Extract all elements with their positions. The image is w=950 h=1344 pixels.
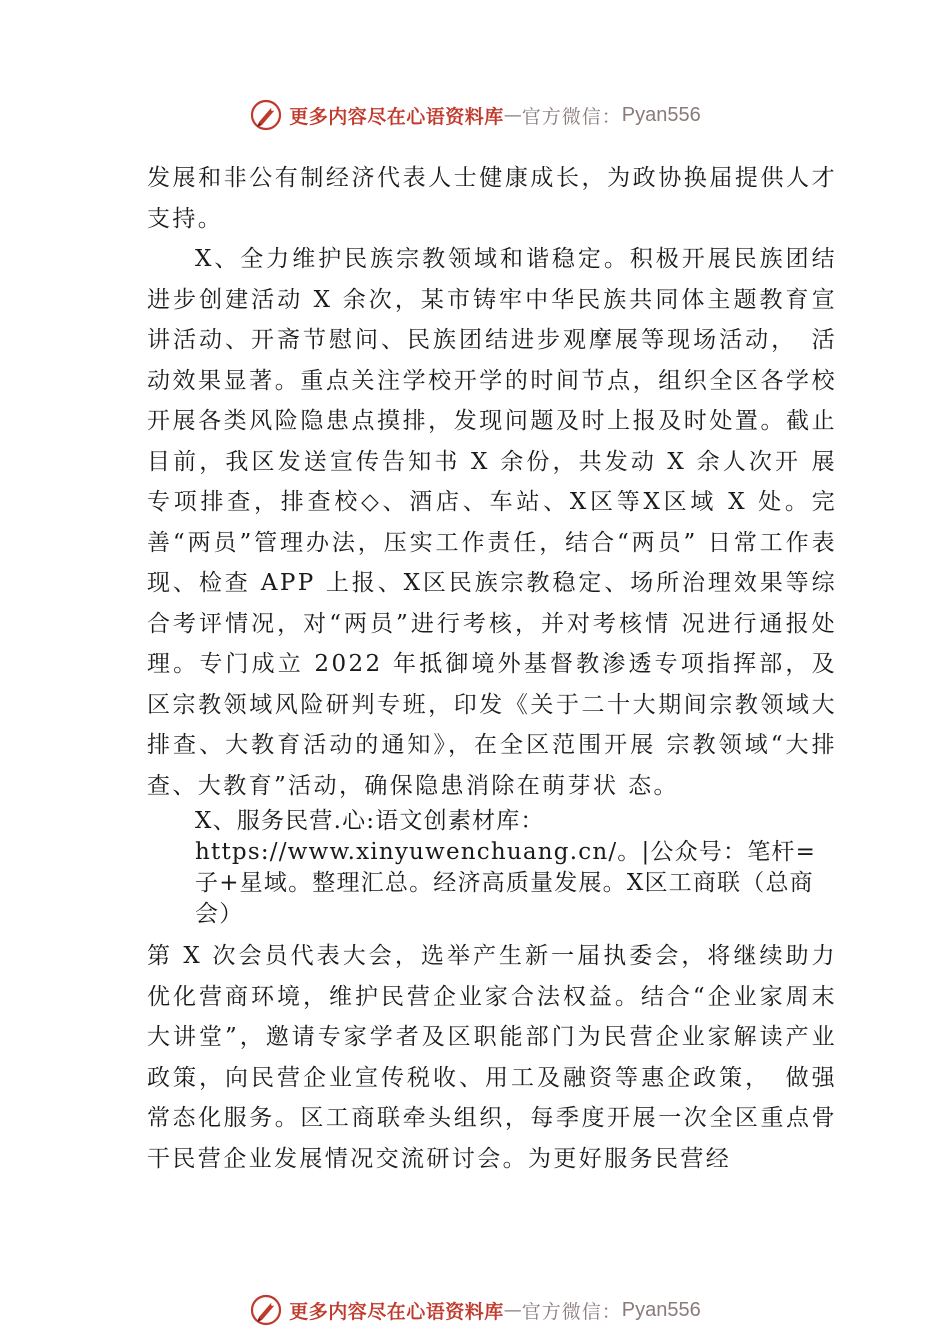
watermark-red-text: 更多内容尽在心语资料库 xyxy=(289,1300,504,1323)
pen-circle-logo-icon xyxy=(249,98,283,132)
watermark-gray-text: 官方微信： xyxy=(521,1300,622,1323)
watermark-id: Pyan556 xyxy=(621,1298,701,1321)
paragraph-ethnic-religious: X、全力维护民族宗教领域和谐稳定。积极开展民族团结进步创建活动 X 余次，某市铸牢中华民族共同体主题教育宣讲活动、开斋节慰问、民族团结进步观摩展等现场活动， 活动效果显著。重点关注学校开学的时间节点，组织全区各学校开展各类风险隐患点摸排，发现问题及时上报及时处置。截止目前，我区发送宣传告知书 X 余份，共发动 X 余人次开 展专项排查，排查校◇、酒店、车站、X区等X区域 X 处。完善“两员”管理办法，压实工作责任，结合“两员” 日常工作表现、检查 APP 上报、X区民族宗教稳定、场所治理效果等综合考评情况，对“两员”进行考核，并对考核情 况进行通报处理。专门成立 2022 年抵御境外基督教渗透专项指挥部，及区宗教领域风险研判专班，印发《关于二十大期间宗教领域大排查、大教育活动的通知》，在全区范围开展 宗教领域“大排查、大教育”活动，确保隐患消除在萌芽状 态。 xyxy=(147,246,837,799)
watermark-gray-text: 官方微信： xyxy=(521,105,622,128)
document-body xyxy=(147,158,837,1179)
paragraph-private-economy-heading: X、服务民营.心:语文创素材库：https://www.xinyuwenchuang.cn/。|公众号：笔杆=子+星域。整理汇总。经济高质量发展。X区工商联（总商会） xyxy=(195,808,817,927)
paragraph-continuation: 发展和非公有制经济代表人士健康成长，为政协换届提供人才支持。 xyxy=(147,165,837,232)
footer-watermark xyxy=(0,1290,950,1330)
watermark-red-text: 更多内容尽在心语资料库 xyxy=(289,105,504,128)
pen-circle-logo-icon xyxy=(249,1293,283,1327)
watermark-id: Pyan556 xyxy=(621,103,701,126)
watermark-dash: — xyxy=(503,1299,522,1321)
paragraph-private-economy-body: 第 X 次会员代表大会，选举产生新一届执委会，将继续助力优化营商环境，维护民营企业家合法权益。结合“企业家周末大讲堂”，邀请专家学者及区职能部门为民营企业家解读产业政策，向民营企业宣传税收、用工及融资等惠企政策， 做强常态化服务。区工商联牵头组织，每季度开展一次全区重点骨干民营企业发展情况交流研讨会。为更好服务民营经 xyxy=(147,943,837,1172)
header-watermark xyxy=(0,95,950,135)
watermark-dash: — xyxy=(503,104,522,126)
